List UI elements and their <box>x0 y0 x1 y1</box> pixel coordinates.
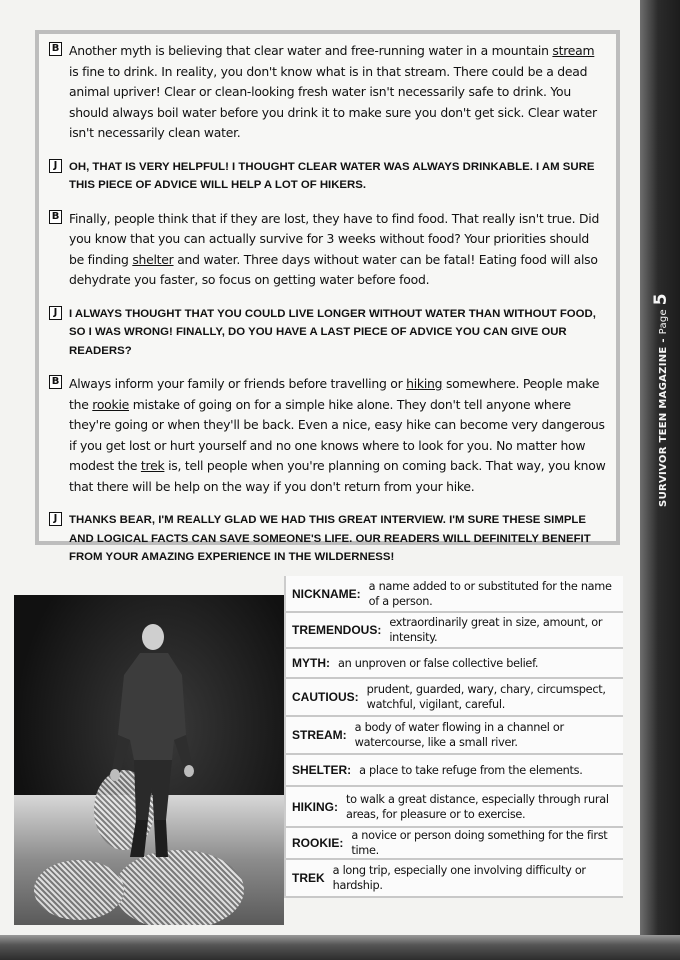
glossary-row <box>286 717 623 755</box>
entry-text <box>69 305 606 361</box>
hiker-figure <box>14 595 284 925</box>
text-segment: is, tell people when you're planning on coming back. That way, you know that there will be help on the way if you don't return from your hike. <box>69 458 606 494</box>
glossary-term: TREMENDOUS: <box>292 623 382 637</box>
bear-answer <box>49 374 606 497</box>
text-segment: OH, THAT IS VERY HELPFUL! I THOUGHT CLEAR WATER WAS ALWAYS DRINKABLE. I AM SURE THIS PIECE OF ADVICE WILL HELP A LOT OF HIKERS. <box>69 160 595 191</box>
glossary-definition: a body of water flowing in a channel or watercourse, like a small river. <box>354 721 564 749</box>
glossary-definition: a name added to or substituted for the name of a person. <box>368 579 612 608</box>
glossary-row <box>286 828 623 860</box>
glossary-term: SHELTER: <box>292 763 352 777</box>
glossary-word: shelter <box>132 251 174 267</box>
journalist-question <box>49 158 606 195</box>
glossary-word: trek <box>140 458 165 473</box>
journalist-question <box>49 511 606 567</box>
glossary-row <box>286 613 623 649</box>
glossary-table <box>284 576 623 898</box>
glossary-definition: a long trip, especially one involving difficulty or hardship. <box>332 864 586 892</box>
glossary-row <box>286 649 623 679</box>
page-label: Page <box>658 309 669 335</box>
glossary-word: hiking <box>406 376 443 391</box>
text-segment: is fine to drink. In reality, you don't know what is in that stream. There could be a dead animal upriver! Clear or clean-looking fresh water isn't necessarily safe to drink. You should always boil water before you drink it to make sure you don't get sick. Clear water isn't necessarily clean water. <box>69 63 597 140</box>
speaker-marker: B <box>49 42 62 56</box>
text-segment: and water. Three days without water can be fatal! Eating food will also dehydrate you faster, so focus on getting water before food. <box>69 251 598 287</box>
text-segment: Always inform your family or friends before travelling or <box>69 376 407 391</box>
glossary-definition: a place to take refuge from the elements. <box>359 763 583 777</box>
speaker-marker: B <box>49 210 62 224</box>
entry-text <box>69 209 606 291</box>
glossary-term: MYTH: <box>292 656 330 670</box>
entry-text <box>69 511 606 567</box>
text-segment: mistake of going on for a simple hike alone. They don't tell anyone where they're going or when they'll be back. Even a nice, easy hike can become very dangerous if you get lost or hurt yourself and no one knows where to look for you. No matter how modest the <box>69 396 605 473</box>
glossary-term: TREK <box>292 871 325 885</box>
glossary-word: rookie <box>92 396 130 412</box>
glossary-definition: an unproven or false collective belief. <box>338 656 539 670</box>
glossary-word: stream <box>552 43 595 58</box>
glossary-term: HIKING: <box>292 799 338 814</box>
speaker-marker: B <box>49 375 62 389</box>
glossary-row <box>286 860 623 898</box>
text-segment: I ALWAYS THOUGHT THAT YOU COULD LIVE LONGER WITHOUT WATER THAN WITHOUT FOOD, SO I WAS WRONG! FINALLY, DO YOU HAVE A LAST PIECE OF ADVICE YOU CAN GIVE OUR READERS? <box>69 307 596 357</box>
page-number: 5 <box>651 293 671 306</box>
glossary-row <box>286 787 623 828</box>
glossary-row <box>286 679 623 717</box>
entry-text <box>69 41 606 144</box>
text-segment: Finally, people think that if they are lost, they have to find food. That really isn't true. Did you know that you can actually survive for 3 weeks without food? Your priorities should be finding <box>69 210 600 267</box>
entry-text <box>69 158 606 195</box>
magazine-name: SURVIVOR TEEN MAGAZINE <box>658 346 669 507</box>
glossary-row <box>286 576 623 613</box>
bear-answer <box>49 41 606 144</box>
glossary-term: STREAM: <box>292 728 347 742</box>
journalist-question <box>49 305 606 361</box>
hiker-photo <box>14 595 284 925</box>
text-segment: THANKS BEAR, I'M REALLY GLAD WE HAD THIS GREAT INTERVIEW. I'M SURE THESE SIMPLE AND LOGICAL FACTS CAN SAVE SOMEONE'S LIFE. OUR READERS WILL DEFINITELY BENEFIT FROM YOUR AMAZING EXPERIENCE IN THE WILDERNESS! <box>69 514 591 563</box>
bear-answer <box>49 209 606 291</box>
glossary-term: CAUTIOUS: <box>292 690 359 704</box>
entry-text <box>69 374 606 497</box>
glossary-row <box>286 755 623 787</box>
spine-label: SURVIVOR TEEN MAGAZINE - Page 5 <box>651 293 671 507</box>
text-segment: Another myth is believing that clear water and free-running water in a mountain <box>69 43 553 58</box>
bottom-edge <box>0 935 680 960</box>
interview-box <box>35 30 620 563</box>
speaker-marker: J <box>49 306 62 320</box>
glossary-term: ROOKIE: <box>292 836 344 850</box>
speaker-marker: J <box>49 512 62 526</box>
speaker-marker: J <box>49 159 62 173</box>
glossary-definition: extraordinarily great in size, amount, or intensity. <box>389 616 603 644</box>
glossary-definition: to walk a great distance, especially through rural areas, for pleasure or to exercise. <box>346 792 609 821</box>
text-segment: somewhere. People make the <box>69 376 600 412</box>
glossary-term: NICKNAME: <box>292 586 361 601</box>
glossary-definition: a novice or person doing something for the first time. <box>351 829 608 857</box>
glossary-definition: prudent, guarded, wary, chary, circumspect, watchful, vigilant, careful. <box>366 683 606 711</box>
